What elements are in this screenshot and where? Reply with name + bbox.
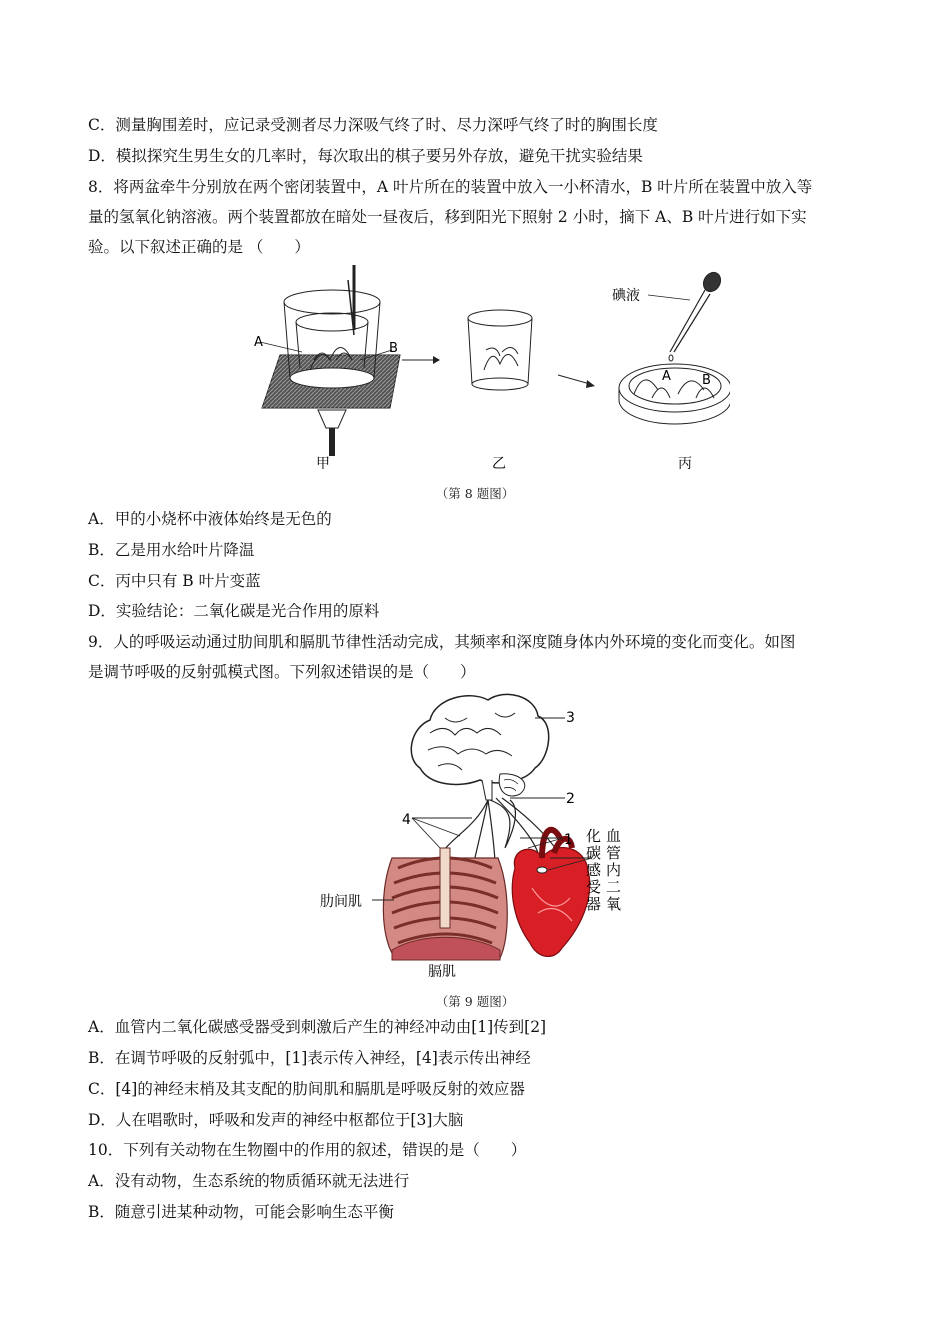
label-1: 1 [564,832,573,848]
label-rib-muscle: 肋间肌 [320,894,362,910]
label-sensor-col2: 血管内二氧 [604,828,622,913]
label-bing: 丙 [678,456,692,472]
label-diaphragm: 膈肌 [428,964,456,980]
brain [411,694,548,800]
heart [512,830,589,957]
label-b-jia: B [389,341,398,356]
label-iodine: 碘液 [612,288,640,304]
figure-9-caption: （第 9 题图） [435,994,515,1009]
apparatus-yi [468,310,532,472]
option-b-q8: B．乙是用水给叶片降温 [88,541,255,559]
option-d-q8: D．实验结论：二氧化碳是光合作用的原料 [88,602,380,620]
question-9-text-2: 是调节呼吸的反射弧模式图。下列叙述错误的是（ ） [88,663,476,681]
label-2: 2 [566,791,575,807]
label-a-bing: A [662,369,671,384]
label-4: 4 [402,812,411,828]
question-8-text-2: 量的氢氧化钠溶液。两个装置都放在暗处一昼夜后，移到阳光下照射 2 小时，摘下 A、B 叶片进行如下实 [88,208,807,226]
arrow-1 [402,356,440,364]
label-b-bing: B [702,373,711,388]
option-c-q8: C．丙中只有 B 叶片变蓝 [88,572,261,590]
option-a-q10: A．没有动物，生态系统的物质循环就无法进行 [88,1172,410,1190]
label-sensor-col1: 化碳感受器 [584,828,602,913]
option-c-q9: C．[4]的神经末梢及其支配的肋间肌和膈肌是呼吸反射的效应器 [88,1080,525,1098]
rib-cage [383,848,507,960]
arrow-2 [558,375,595,388]
option-b-q10: B．随意引进某种动物，可能会影响生态平衡 [88,1203,394,1221]
option-d-q9: D．人在唱歌时，呼吸和发声的神经中枢都位于[3]大脑 [88,1111,464,1129]
option-a-q9: A．血管内二氧化碳感受器受到刺激后产生的神经冲动由[1]传到[2] [88,1018,547,1036]
question-8-text-3: 验。以下叙述正确的是 （ ） [88,238,310,256]
question-10-text: 10．下列有关动物在生物圈中的作用的叙述，错误的是（ ） [88,1141,527,1159]
label-3: 3 [566,710,575,726]
figure-8-experiment [250,260,730,475]
question-8-text-1: 8．将两盆牵牛分别放在两个密闭装置中，A 叶片所在的装置中放入一小杯清水，B 叶片所在装置中放入等 [88,178,813,196]
option-d-q7: D．模拟探究生男生女的几率时，每次取出的棋子要另外存放，避免干扰实验结果 [88,147,643,165]
label-a-jia: A [254,335,263,350]
option-c-q7: C．测量胸围差时，应记录受测者尽力深吸气终了时、尽力深呼气终了时的胸围长度 [88,116,658,134]
option-a-q8: A．甲的小烧杯中液体始终是无色的 [88,510,332,528]
label-yi: 乙 [492,456,506,472]
label-jia: 甲 [316,456,330,472]
apparatus-jia [254,265,400,472]
option-b-q9: B．在调节呼吸的反射弧中，[1]表示传入神经，[4]表示传出神经 [88,1049,531,1067]
figure-9-reflex-arc [310,688,650,988]
figure-8-caption: （第 8 题图） [435,486,515,501]
question-9-text-1: 9．人的呼吸运动通过肋间肌和膈肌节律性活动完成，其频率和深度随身体内外环境的变化而变化。如图 [88,633,796,651]
apparatus-bing [612,269,730,472]
